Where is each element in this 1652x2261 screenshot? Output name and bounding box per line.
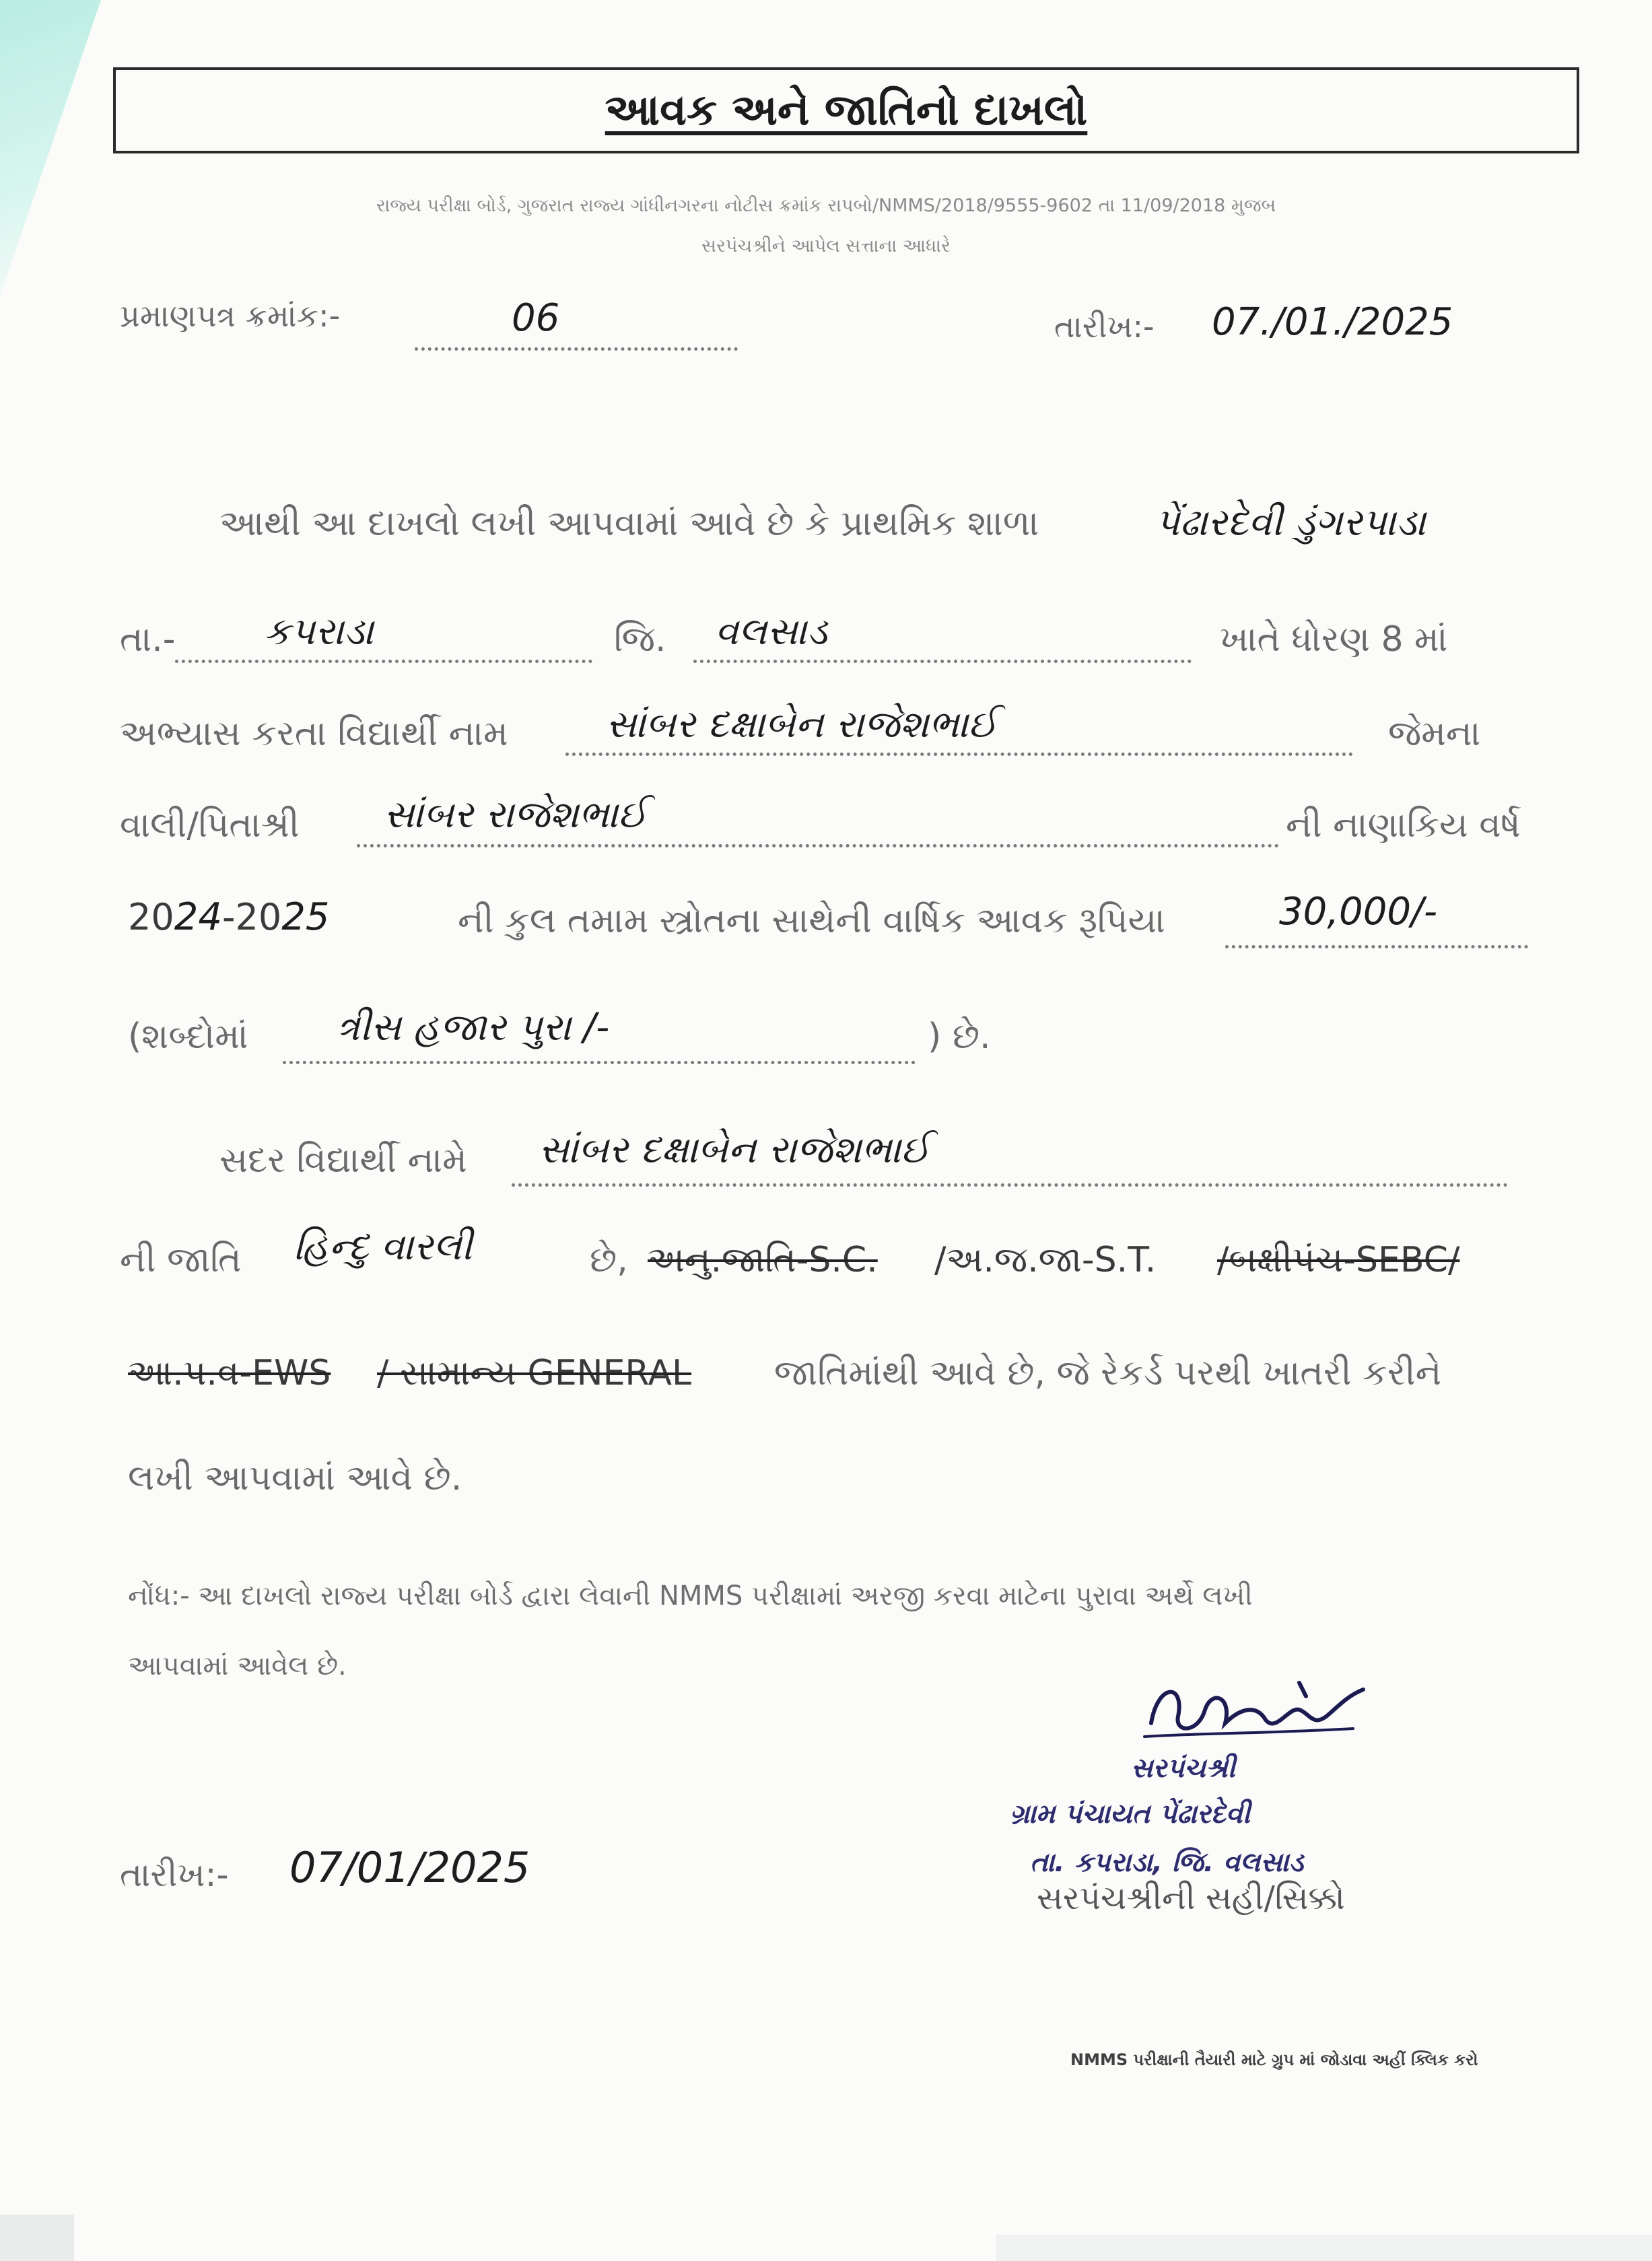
caste-value: હિન્દુ વારલી xyxy=(294,1225,473,1269)
income-value: 30,000/- xyxy=(1279,890,1438,934)
income-text: ની કુલ તમામ સ્ત્રોતના સાથેની વાર્ષિક આવક રૂપિયા xyxy=(458,901,1165,941)
taluka-label: તા.- xyxy=(120,619,176,660)
year-start-hand: 24 xyxy=(174,895,222,939)
para2-student-label: સદર વિદ્યાર્થી નામે xyxy=(219,1140,467,1181)
year-end-hand: 25 xyxy=(281,895,330,939)
year-start-printed: 20 xyxy=(128,896,174,938)
cert-no-value: 06 xyxy=(512,296,560,340)
footer-date-label: તારીખ:- xyxy=(120,1855,229,1894)
year-end-printed: -20 xyxy=(221,896,282,938)
parent-name: સાંબર રાજેશભાઈ xyxy=(384,793,648,837)
bottom-promo-note: NMMS પરીક્ષાની તૈયારી માટે ગ્રુપ માં જોડાવા અહીં ક્લિક કરો xyxy=(1070,2050,1478,2069)
date-label: તારીખ:- xyxy=(1054,308,1155,345)
sarpanch-signature xyxy=(1138,1669,1380,1763)
district-label: જિ. xyxy=(614,619,666,660)
words-open: (શબ્દોમાં xyxy=(128,1016,248,1057)
financial-year-label: ની નાણાકિય વર્ષ xyxy=(1286,805,1521,845)
student-label: અભ્યાસ કરતા વિદ્યાર્થી નામ xyxy=(120,714,508,754)
footer-date-value: 07/01/2025 xyxy=(289,1843,530,1892)
note-line-2: આપવામાં આવેલ છે. xyxy=(128,1650,347,1681)
signature-label: સરપંચશ્રીની સહી/સિક્કો xyxy=(1037,1879,1345,1917)
school-name: પેંઢારદેવી ડુંગરપાડા xyxy=(1155,501,1426,545)
whose-label: જેમના xyxy=(1388,714,1481,754)
stamp-line-2: ગ્રામ પંચાયત પેંઢારદેવી xyxy=(1010,1799,1251,1830)
signature-scribble xyxy=(1138,1669,1380,1750)
caste-option-sc: અનુ.જાતિ-S.C. xyxy=(648,1240,878,1280)
para2-last-line: લખી આપવામાં આવે છે. xyxy=(128,1458,462,1498)
student-name: સાંબર દક્ષાબેન રાજેશભાઈ xyxy=(606,703,998,746)
scan-noise-bottom xyxy=(996,2235,1652,2261)
stamp-line-3: તા. કપરાડા, જિ. વલસાડ xyxy=(1030,1847,1304,1878)
year-range xyxy=(128,895,329,939)
district-value: વલસાડ xyxy=(715,610,828,654)
note-line-1: નોંધ:- આ દાખલો રાજ્ય પરીક્ષા બોર્ડ દ્વારા લેવાની NMMS પરીક્ષામાં અરજી કરવા માટેના પુરાવા અર્થે લખી xyxy=(128,1580,1253,1611)
taluka-value: કપરાડા xyxy=(264,610,374,654)
subtitle-line-2: સરપંચશ્રીને આપેલ સત્તાના આધારે xyxy=(701,236,951,256)
date-value: 07./01./2025 xyxy=(1212,300,1453,344)
cert-no-label: પ્રમાણપત્ર ક્રમાંક:- xyxy=(120,298,341,334)
caste-label: ની જાતિ xyxy=(120,1240,242,1280)
page-title: આવક અને જાતિનો દાખલો xyxy=(605,85,1088,135)
scan-noise-left xyxy=(0,2215,74,2261)
caste-option-ews: આ.પ.વ-EWS xyxy=(128,1353,331,1393)
taluka-line xyxy=(175,614,592,663)
caste-option-st: /અ.જ.જા-S.T. xyxy=(934,1240,1157,1280)
caste-line-end: જાતિમાંથી આવે છે, જે રેકર્ડ પરથી ખાતરી કરીને xyxy=(774,1353,1442,1393)
caste-che: છે, xyxy=(590,1240,628,1280)
parent-label: વાલી/પિતાશ્રી xyxy=(120,805,300,845)
title-box xyxy=(113,67,1579,153)
income-words: ત્રીસ હજાર પુરા /- xyxy=(337,1006,610,1049)
para1-intro: આથી આ દાખલો લખી આપવામાં આવે છે કે પ્રાથમિક શાળા xyxy=(219,503,1039,544)
caste-option-sebc: /બક્ષીપંચ-SEBC/ xyxy=(1217,1240,1460,1280)
caste-option-general: / સામાન્ય GENERAL xyxy=(377,1353,692,1393)
grade-text: ખાતે ધોરણ 8 માં xyxy=(1220,619,1448,660)
stamp-line-1: સરપંચશ્રી xyxy=(1131,1753,1236,1784)
words-close: ) છે. xyxy=(928,1016,991,1057)
subtitle-line-1: રાજ્ય પરીક્ષા બોર્ડ, ગુજરાત રાજ્ય ગાંધીનગરના નોટીસ ક્રમાંક રાપબો/NMMS/2018/9555-9602 તા 11/09/2018 મુજબ xyxy=(376,195,1276,216)
para2-student-name: સાંબર દક્ષાબેન રાજેશભાઈ xyxy=(539,1128,930,1172)
cert-no-line xyxy=(415,302,738,351)
